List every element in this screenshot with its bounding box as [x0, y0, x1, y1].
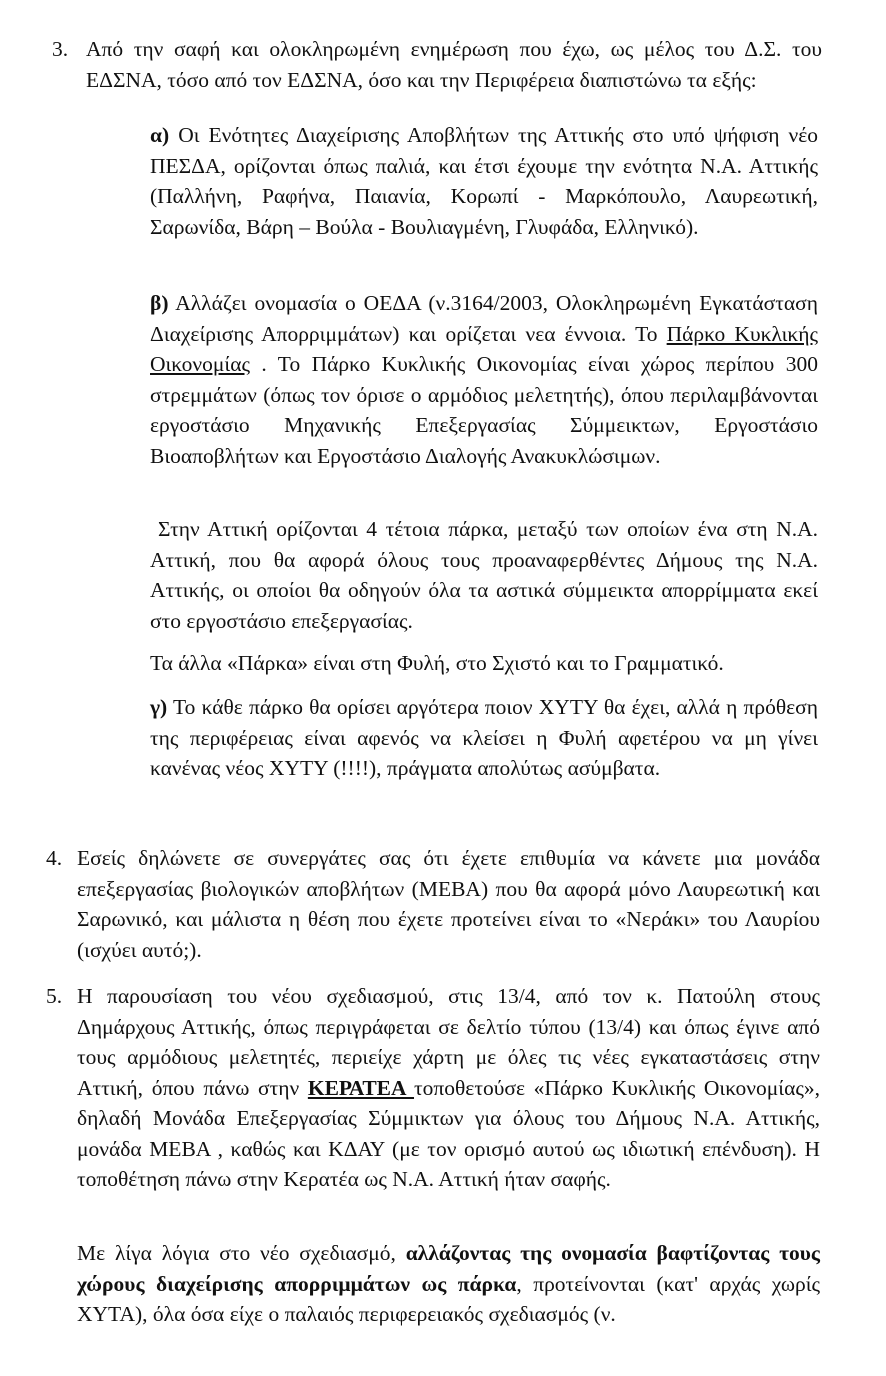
item-3b-text-after: . Το Πάρκο Κυκλικής Οικονομίας είναι χώρος περίπου 300 στρεμμάτων (όπως τον όρισε ο αρμόδιος μελετητής), όπου περιλαμβάνονται εργοστάσιο Μηχανικής Επεξεργασίας Σύμμεικτων, Εργοστάσιο Βιοαποβλήτων και Εργοστάσιο Διαλογής Ανακυκλώσιμων.	[150, 352, 818, 468]
item-3a-label: α)	[150, 123, 170, 147]
item-3-text: Από την σαφή και ολοκληρωμένη ενημέρωση που έχω, ως μέλος του Δ.Σ. του ΕΔΣΝΑ, τόσο από τον ΕΔΣΝΑ, όσο και την Περιφέρεια διαπιστώνω τα εξής:	[86, 37, 822, 92]
item-5-para2	[77, 1238, 820, 1330]
item-3b-underlined-term: Πάρκο Κυκλικής Οικονομίας	[150, 321, 818, 376]
item-5-para2-bold: αλλάζοντας της ονομασία βαφτίζοντας τους χώρους διαχείρισης απορριμμάτων ως πάρκα	[77, 1241, 821, 1296]
item-3b	[150, 288, 818, 471]
item-3c	[150, 692, 818, 784]
item-3a	[150, 120, 818, 242]
item-5	[46, 981, 820, 1195]
item-3	[52, 34, 822, 95]
item-5-text-before: Η παρουσίαση του νέου σχεδιασμού, στις 13/4, από τον κ. Πατούλη στους Δημάρχους Αττικής, όπως περιγράφεται σε δελτίο τύπου (13/4) και όπως έγινε από τους αρμόδιους μελετητές, περιείχε χάρτη με όλες τις νέες εγκαταστάσεις στην Αττική, όπου πάνω στην	[77, 984, 820, 1100]
item-3b-para3-text: Τα άλλα «Πάρκα» είναι στη Φυλή, στο Σχιστό και το Γραμματικό.	[150, 651, 724, 675]
item-4	[46, 843, 820, 965]
item-3b-text-before: Αλλάζει ονομασία ο ΟΕΔΑ (ν.3164/2003, Ολοκληρωμένη Εγκατάσταση Διαχείρισης Απορριμμάτων) και ορίζεται νεα έννοια. Το	[150, 291, 818, 346]
item-3b-para3	[150, 648, 818, 679]
item-5-paragraph	[77, 981, 820, 1195]
item-4-number: 4.	[46, 846, 63, 870]
item-5-number: 5.	[46, 984, 63, 1008]
item-3b-paragraph	[150, 288, 818, 471]
item-3b-para2	[150, 514, 818, 636]
item-5-para2-before: Με λίγα λόγια στο νέο σχεδιασμό,	[77, 1241, 406, 1265]
item-5-para2-after: , προτείνονται (κατ' αρχάς χωρίς ΧΥΤΑ), όλα όσα είχε ο παλαιός περιφερειακός σχεδιασμός (ν.	[77, 1271, 820, 1326]
item-3a-paragraph	[150, 120, 818, 242]
item-5-text-after: τοποθετούσε «Πάρκο Κυκλικής Οικονομίας», δηλαδή Μονάδα Επεξεργασίας Σύμμικτων για όλους του Δήμους Ν.Α. Αττικής, μονάδα ΜΕΒΑ , καθώς και ΚΔΑΥ (με τον ορισμό αυτού ως ιδιωτική επένδυση). Η τοποθέτηση πάνω στην Κερατέα ως Ν.Α. Αττική ήταν σαφής.	[77, 1075, 820, 1191]
item-5-keratea: ΚΕΡΑΤΕΑ	[307, 1075, 415, 1100]
item-3b-label: β)	[150, 291, 169, 315]
item-3c-paragraph	[150, 692, 818, 784]
item-3a-text: Οι Ενότητες Διαχείρισης Αποβλήτων της Αττικής στο υπό ψήφιση νέο ΠΕΣΔΑ, ορίζονται όπως παλιά, και έτσι έχουμε την ενότητα Ν.Α. Αττικής (Παλλήνη, Ραφήνα, Παιανία, Κορωπί - Μαρκόπουλο, Λαυρεωτική, Σαρωνίδα, Βάρη – Βούλα - Βουλιαγμένη, Γλυφάδα, Ελληνικό).	[150, 123, 818, 239]
item-3c-label: γ)	[150, 695, 168, 719]
item-5-para2-paragraph	[77, 1238, 820, 1330]
item-4-text: Εσείς δηλώνετε σε συνεργάτες σας ότι έχετε επιθυμία να κάνετε μια μονάδα επεξεργασίας βιολογικών αποβλήτων (ΜΕΒΑ) που θα αφορά μόνο Λαυρεωτική και Σαρωνικό, και μάλιστα η θέση που έχετε προτείνει είναι το «Νεράκι» του Λαυρίου (ισχύει αυτό;).	[77, 846, 820, 962]
item-3c-text: Το κάθε πάρκο θα ορίσει αργότερα ποιον ΧΥΤΥ θα έχει, αλλά η πρόθεση της περιφέρειας είναι αφενός να κλείσει η Φυλή αφετέρου να μη γίνει κανένας νέος ΧΥΤΥ (!!!!), πράγματα απολύτως ασύμβατα.	[150, 695, 818, 780]
item-3b-para2-text: Στην Αττική ορίζονται 4 τέτοια πάρκα, μεταξύ των οποίων ένα στη Ν.Α. Αττική, που θα αφορά όλους τους προαναφερθέντες Δήμους της Ν.Α. Αττικής, οι οποίοι θα οδηγούν όλα τα αστικά σύμμεικτα απορρίμματα εκεί στο εργοστάσιο επεξεργασίας.	[150, 517, 818, 633]
item-3-number: 3.	[52, 37, 69, 61]
